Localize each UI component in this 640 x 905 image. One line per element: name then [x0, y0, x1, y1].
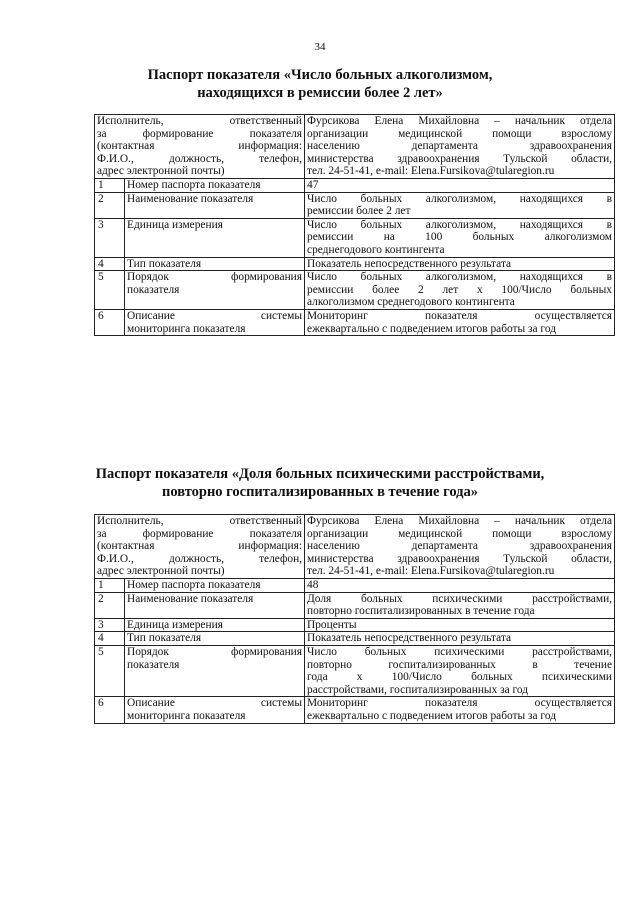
executor-label-line: (контактная информация:: [97, 540, 303, 553]
row-label: [125, 178, 305, 192]
row-value-text-line: Проценты: [307, 618, 357, 631]
executor-value-cell: [305, 515, 615, 579]
row-label-text-line: мониторинга показателя: [127, 709, 246, 722]
row-value-text: [307, 579, 612, 592]
row-label-text: [127, 271, 302, 296]
row-value-text: [307, 179, 612, 192]
row-label-text-line: показателя: [127, 283, 180, 296]
row-label-text-line: Тип показателя: [127, 632, 202, 645]
table-row: [95, 271, 615, 310]
row-value-text-line: Показатель непосредственного результата: [307, 632, 512, 645]
executor-value-line: Фурсикова Елена Михайловна – начальник отдела: [307, 115, 613, 127]
row-value-text-line: повторно госпитализированных в течение года: [307, 605, 535, 618]
row-value-text-line: ежеквартально с подведением итогов работы за год: [307, 322, 556, 335]
row-value-text: [307, 593, 612, 618]
executor-label-cell: [95, 115, 305, 179]
row-value: [305, 632, 615, 646]
row-label-text-line: мониторинга показателя: [127, 322, 246, 335]
table-row: [95, 192, 615, 218]
row-label-text-line: Номер паспорта показателя: [127, 178, 261, 191]
title-line: находящихся в ремиссии более 2 лет»: [197, 85, 443, 101]
row-label: [125, 271, 305, 310]
table-row: [95, 309, 615, 335]
row-label-text: [127, 697, 302, 722]
table-row: [95, 178, 615, 192]
row-label: [125, 632, 305, 646]
executor-value: [307, 115, 612, 178]
row-label-text-line: Тип показателя: [127, 257, 202, 270]
row-number: 6: [95, 697, 125, 723]
passport-title: [0, 66, 640, 102]
row-value: [305, 218, 615, 257]
row-value-text: [307, 619, 612, 632]
table-row: [95, 697, 615, 723]
table-row: [95, 218, 615, 257]
row-label: [125, 192, 305, 218]
table-row: [95, 645, 615, 696]
executor-value-cell: [305, 115, 615, 179]
row-label: [125, 578, 305, 592]
row-label-text: [127, 193, 302, 206]
row-label-text: [127, 310, 302, 335]
row-value-text-line: повторно госпитализированных в течение: [307, 658, 613, 671]
row-value: [305, 618, 615, 632]
row-value-text-line: ремиссии на 100 больных алкоголизмом: [307, 231, 613, 244]
executor-value-line: тел. 24-51-41, e-mail: Elena.Fursikova@tularegion.ru: [307, 165, 555, 178]
title-line: повторно госпитализированных в течение года»: [161, 484, 479, 500]
executor-value-line: организации медицинской помощи взрослому: [307, 127, 613, 140]
executor-value-line: населению департамента здравоохранения: [307, 140, 613, 153]
row-value-text-line: алкоголизмом среднегодового контингента: [307, 296, 515, 309]
row-value-text-line: Доля больных психическими расстройствами,: [307, 592, 613, 605]
row-label-text-line: Номер паспорта показателя: [127, 578, 261, 591]
executor-label-line: (контактная информация:: [97, 140, 303, 153]
row-value-text: [307, 271, 612, 309]
executor-label-line: адрес электронной почты): [97, 565, 225, 578]
row-value: [305, 192, 615, 218]
table-row: [95, 618, 615, 632]
title-line: Паспорт показателя «Число больных алкоголизмом,: [147, 67, 493, 83]
row-value: [305, 257, 615, 271]
row-label-text: [127, 593, 302, 606]
row-value: [305, 178, 615, 192]
row-label-text-line: показателя: [127, 658, 180, 671]
row-label-text-line: Наименование показателя: [127, 192, 254, 205]
executor-value-line: населению департамента здравоохранения: [307, 540, 613, 553]
executor-label-line: за формирование показателя: [97, 527, 303, 540]
row-value-text: [307, 193, 612, 218]
row-value-text-line: Мониторинг показателя осуществляется: [307, 309, 613, 322]
row-value-text-line: Число больных алкоголизмом, находящихся в: [307, 271, 613, 284]
passport-table: [94, 514, 615, 724]
row-value-text-line: Число больных психическими расстройствами,: [307, 645, 613, 658]
row-label: [125, 309, 305, 335]
row-label-text-line: Единица измерения: [127, 618, 223, 631]
row-value: [305, 592, 615, 618]
row-label-text: [127, 646, 302, 671]
row-label: [125, 592, 305, 618]
row-number: 2: [95, 592, 125, 618]
row-number: 1: [95, 578, 125, 592]
executor-label-line: Ф.И.О., должность, телефон,: [97, 552, 303, 565]
executor-label-cell: [95, 515, 305, 579]
row-value-text: [307, 219, 612, 257]
row-label-text-line: Описание системы: [127, 309, 303, 322]
row-label: [125, 218, 305, 257]
table-row: [95, 578, 615, 592]
row-number: 1: [95, 178, 125, 192]
row-value-text-line: 48: [307, 578, 319, 591]
row-value-text-line: Мониторинг показателя осуществляется: [307, 697, 613, 710]
row-label-text: [127, 219, 302, 232]
page-number: 34: [314, 41, 326, 53]
row-value-text-line: 47: [307, 178, 319, 191]
executor-row: [95, 515, 615, 579]
executor-value-line: министерства здравоохранения Тульской области,: [307, 552, 613, 565]
row-label-text: [127, 632, 302, 645]
table-row: [95, 592, 615, 618]
executor-value-line: организации медицинской помощи взрослому: [307, 527, 613, 540]
row-number: 6: [95, 309, 125, 335]
row-number: 2: [95, 192, 125, 218]
row-label: [125, 618, 305, 632]
row-value-text: [307, 697, 612, 722]
row-label: [125, 697, 305, 723]
row-label: [125, 257, 305, 271]
row-number: 5: [95, 645, 125, 696]
row-value-text-line: расстройствами, госпитализированных за год: [307, 683, 529, 696]
passport-title: [0, 465, 640, 501]
row-label-text-line: Порядок формирования: [127, 645, 303, 658]
executor-value: [307, 515, 612, 578]
row-value-text: [307, 258, 612, 271]
row-label-text: [127, 179, 302, 192]
row-label-text-line: Порядок формирования: [127, 271, 303, 284]
table-row: [95, 257, 615, 271]
row-value-text-line: ежеквартально с подведением итогов работы за год: [307, 709, 556, 722]
row-label-text-line: Описание системы: [127, 697, 303, 710]
row-number: 4: [95, 632, 125, 646]
row-number: 5: [95, 271, 125, 310]
row-label-text-line: Наименование показателя: [127, 592, 254, 605]
row-value: [305, 578, 615, 592]
executor-label-line: Исполнитель, ответственный: [97, 515, 303, 527]
row-value: [305, 271, 615, 310]
row-value-text-line: Число больных алкоголизмом, находящихся в: [307, 192, 613, 205]
row-value-text: [307, 646, 612, 696]
row-label-text: [127, 579, 302, 592]
row-label-text: [127, 258, 302, 271]
executor-label-line: за формирование показателя: [97, 127, 303, 140]
row-value: [305, 697, 615, 723]
executor-label-line: адрес электронной почты): [97, 165, 225, 178]
row-value-text-line: Показатель непосредственного результата: [307, 257, 512, 270]
row-value: [305, 645, 615, 696]
executor-value-line: тел. 24-51-41, e-mail: Elena.Fursikova@tularegion.ru: [307, 565, 555, 578]
row-value: [305, 309, 615, 335]
executor-label: [97, 515, 302, 578]
title-line: Паспорт показателя «Доля больных психическими расстройствами,: [95, 466, 545, 482]
row-value-text: [307, 310, 612, 335]
row-label-text: [127, 619, 302, 632]
row-value-text-line: среднегодового контингента: [307, 243, 445, 256]
row-value-text-line: ремиссии более 2 лет х 100/Число больных: [307, 283, 613, 296]
row-value-text-line: ремиссии более 2 лет: [307, 205, 411, 218]
executor-value-line: Фурсикова Елена Михайловна – начальник отдела: [307, 515, 613, 527]
passport-table: [94, 114, 615, 336]
row-value-text-line: Число больных алкоголизмом, находящихся в: [307, 218, 613, 231]
row-number: 4: [95, 257, 125, 271]
row-label-text-line: Единица измерения: [127, 218, 223, 231]
executor-label: [97, 115, 302, 178]
executor-label-line: Ф.И.О., должность, телефон,: [97, 152, 303, 165]
executor-row: [95, 115, 615, 179]
executor-label-line: Исполнитель, ответственный: [97, 115, 303, 127]
row-value-text: [307, 632, 612, 645]
row-number: 3: [95, 218, 125, 257]
table-row: [95, 632, 615, 646]
executor-value-line: министерства здравоохранения Тульской области,: [307, 152, 613, 165]
row-label: [125, 645, 305, 696]
row-value-text-line: года х 100/Число больных психическими: [307, 671, 613, 684]
row-number: 3: [95, 618, 125, 632]
